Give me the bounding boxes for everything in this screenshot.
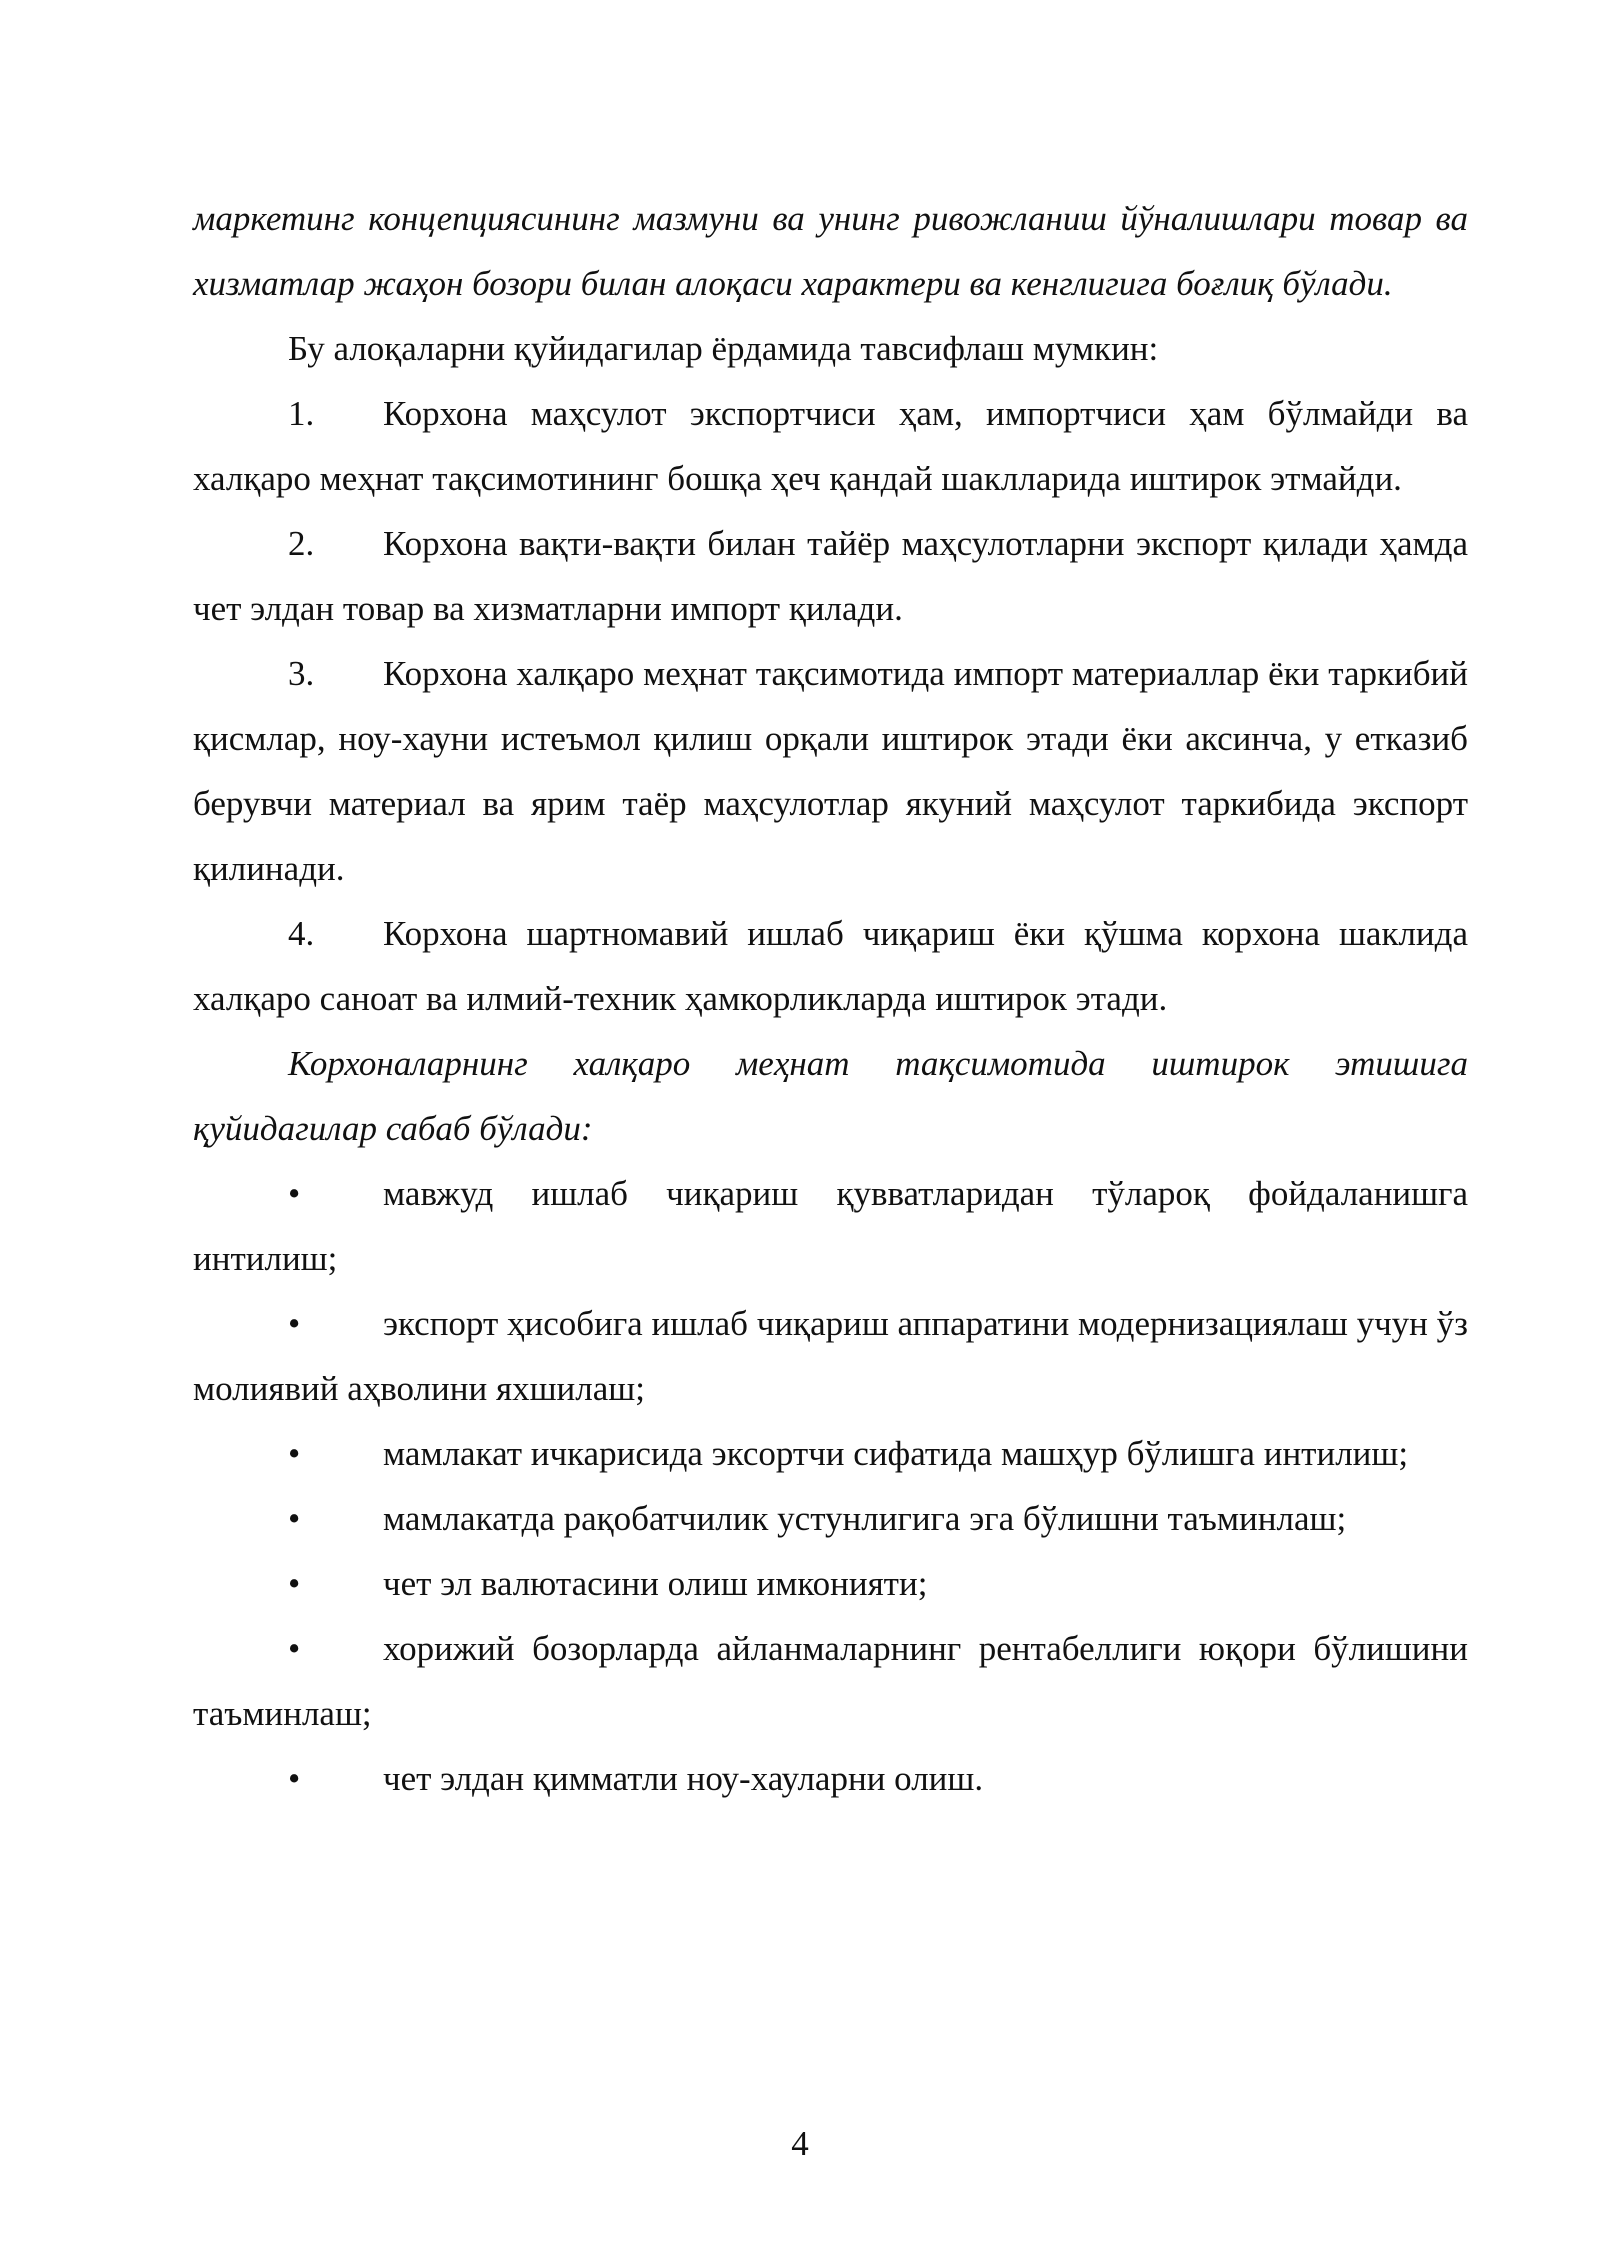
lead-in-paragraph: Бу алоқаларни қуйидагилар ёрдамида тавсифлаш мумкин: — [288, 329, 1159, 368]
numbered-item — [193, 511, 1468, 641]
reasons-heading: Корхоналарнинг халқаро меҳнат тақсимотида иштирок этишига қуйидагилар сабаб бўлади: — [193, 1044, 1468, 1148]
bullet-text: мамлакатда рақобатчилик устунлигига эга бўлишни таъминлаш; — [383, 1499, 1347, 1538]
item-text: Корхона халқаро меҳнат тақсимотида импорт материаллар ёки таркибий қисмлар, ноу-хауни истеъмол қилиш орқали иштирок этади ёки аксинча, у етказиб берувчи материал ва ярим таёр маҳсулотлар якуний маҳсулот таркибида экспорт қилинади. — [193, 654, 1468, 888]
bullet-text: хорижий бозорларда айланмаларнинг рентабеллиги юқори бўлишини таъминлаш; — [193, 1629, 1468, 1733]
bullet-text: мамлакат ичкарисида эксортчи сифатида машҳур бўлишга интилиш; — [383, 1434, 1409, 1473]
bullet-text: чет эл валютасини олиш имконияти; — [383, 1564, 928, 1603]
bullet-item — [193, 1616, 1468, 1746]
bullet-item — [193, 1551, 1468, 1616]
bullet-icon: • — [288, 1629, 301, 1668]
page-number: 4 — [791, 2124, 809, 2163]
item-text: Корхона шартномавий ишлаб чиқариш ёки қўшма корхона шаклида халқаро саноат ва илмий-техник ҳамкорликларда иштирок этади. — [193, 914, 1468, 1018]
item-number: 3. — [288, 654, 315, 693]
item-number: 1. — [288, 394, 315, 433]
bullet-icon: • — [288, 1304, 301, 1343]
numbered-list — [193, 381, 1468, 1031]
item-text: Корхона вақти-вақти билан тайёр маҳсулотларни экспорт қилади ҳамда чет элдан товар ва хизматларни импорт қилади. — [193, 524, 1468, 628]
bullet-item — [193, 1746, 1468, 1811]
numbered-item — [193, 641, 1468, 901]
bullet-item — [193, 1291, 1468, 1421]
bullet-text: мавжуд ишлаб чиқариш қувватларидан тўлароқ фойдаланишга интилиш; — [193, 1174, 1468, 1278]
item-number: 2. — [288, 524, 315, 563]
bullet-icon: • — [288, 1564, 301, 1603]
bullet-item — [193, 1486, 1468, 1551]
bullet-icon: • — [288, 1174, 301, 1213]
item-number: 4. — [288, 914, 315, 953]
numbered-item — [193, 901, 1468, 1031]
bullet-text: экспорт ҳисобига ишлаб чиқариш аппаратини модернизациялаш учун ўз молиявий аҳволини яхшилаш; — [193, 1304, 1468, 1408]
bullet-text: чет элдан қимматли ноу-хауларни олиш. — [383, 1759, 984, 1798]
intro-paragraph: маркетинг концепциясининг мазмуни ва унинг ривожланиш йўналишлари товар ва хизматлар жаҳон бозори билан алоқаси характери ва кенглигига боғлиқ бўлади. — [193, 199, 1468, 303]
item-text: Корхона маҳсулот экспортчиси ҳам, импортчиси ҳам бўлмайди ва халқаро меҳнат тақсимотининг бошқа ҳеч қандай шаклларида иштирок этмайди. — [193, 394, 1468, 498]
bullet-icon: • — [288, 1434, 301, 1473]
bullet-item — [193, 1421, 1468, 1486]
bullet-item — [193, 1161, 1468, 1291]
page-body — [193, 186, 1468, 1811]
bullet-list — [193, 1161, 1468, 1811]
bullet-icon: • — [288, 1759, 301, 1798]
bullet-icon: • — [288, 1499, 301, 1538]
numbered-item — [193, 381, 1468, 511]
